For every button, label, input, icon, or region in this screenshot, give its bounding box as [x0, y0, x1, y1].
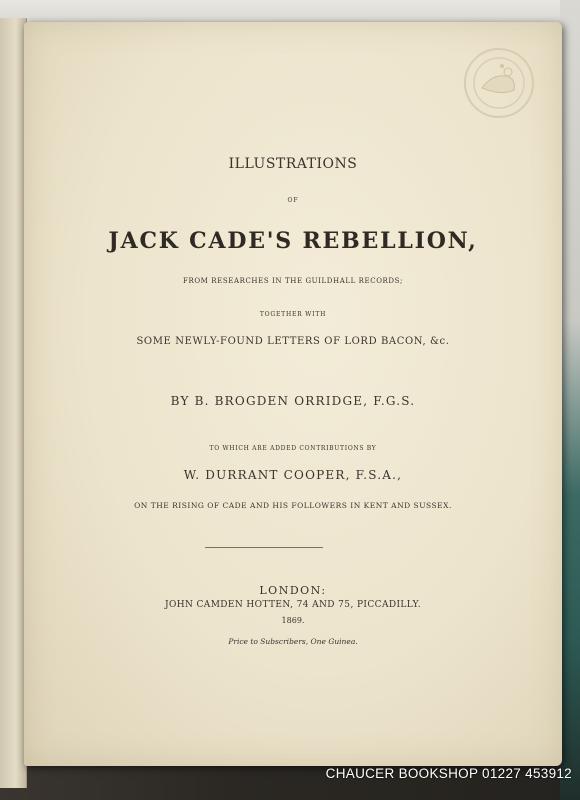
divider-rule [205, 547, 323, 548]
publication-year: 1869. [281, 616, 305, 625]
contributor-line: W. DURRANT COOPER, F.S.A., [183, 468, 403, 482]
price-line: Price to Subscribers, One Guinea. [228, 637, 358, 646]
letters-line: SOME NEWLY-FOUND LETTERS OF LORD BACON, &c. [136, 336, 450, 347]
added-contributions-line: TO WHICH ARE ADDED CONTRIBUTIONS BY [209, 445, 377, 452]
main-title: JACK CADE'S REBELLION, [108, 228, 478, 254]
together-with: TOGETHER WITH [259, 311, 327, 318]
rising-line: ON THE RISING OF CADE AND HIS FOLLOWERS IN KENT AND SUSSEX. [134, 501, 452, 510]
subtitle-from: FROM RESEARCHES IN THE GUILDHALL RECORDS; [183, 277, 403, 285]
title-illustrations: ILLUSTRATIONS [228, 156, 358, 172]
author-line: BY B. BROGDEN ORRIDGE, F.G.S. [170, 394, 416, 408]
bookshop-watermark: CHAUCER BOOKSHOP 01227 453912 [325, 766, 572, 781]
place-of-publication: LONDON: [259, 584, 327, 597]
library-blind-stamp-icon [462, 46, 536, 120]
right-background-strip [560, 0, 580, 800]
left-page-edge [0, 18, 27, 788]
publisher-line: JOHN CAMDEN HOTTEN, 74 AND 75, PICCADILLY. [164, 600, 422, 610]
title-of: OF [287, 197, 299, 204]
